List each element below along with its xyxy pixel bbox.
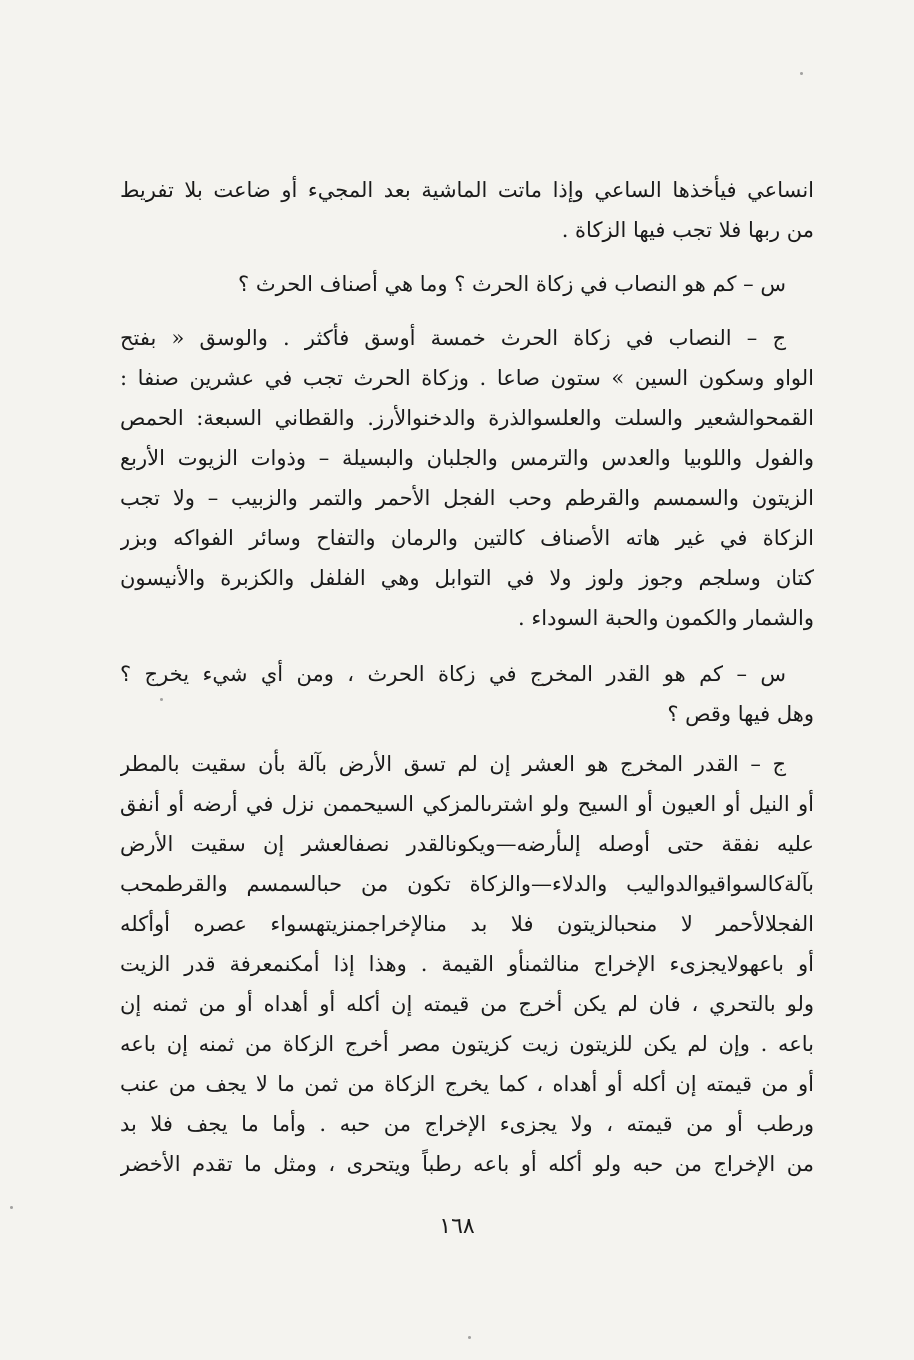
text-line: كتان وسلجم وجوز ولوز ولا في التوابل وهي الفلفل والكزبرة والأنيسون: [120, 566, 814, 590]
text-line: ج – القدر المخرج هو العشر إن لم تسق الأرض بآلة بأن سقيت بالمطر: [120, 752, 786, 776]
text-line: الواو وسكون السين » ستون صاعا . وزكاة الحرث تجب في عشرين صنفا :: [120, 366, 814, 390]
text-line: عليه نفقة حتى أوصله إلىأرضه—ويكونالقدر نصفالعشر إن سقيت الأرض: [120, 832, 814, 856]
scan-speck: [10, 1206, 13, 1209]
text-line: س – كم هو النصاب في زكاة الحرث ؟ وما هي أصناف الحرث ؟: [238, 272, 786, 296]
text-line: ورطب أو من قيمته ، ولا يجزىء الإخراج من حبه . وأما ما يجف فلا بد: [120, 1112, 814, 1136]
scan-speck: [160, 698, 163, 701]
text-line: ولو بالتحري ، فان لم يكن أخرج من قيمته إن أكله أو أهداه أو من ثمنه إن: [120, 992, 814, 1016]
text-line: والفول واللوبيا والعدس والترمس والجلبان والبسيلة – وذوات الزيوت الأربع: [120, 446, 814, 470]
scan-speck: [468, 1336, 471, 1339]
page-number: ١٦٨: [439, 1214, 475, 1239]
scan-speck: [800, 72, 803, 75]
text-line: ج – النصاب في زكاة الحرث خمسة أوسق فأكثر . والوسق « بفتح: [120, 326, 786, 350]
text-line: من الإخراج من حبه ولو أكله أو باعه رطباً ويتحرى ، ومثل ما تقدم الأخضر: [120, 1152, 814, 1176]
question-paragraph: [120, 264, 814, 304]
text-line: س – كم هو القدر المخرج في زكاة الحرث ، ومن أي شيء يخرج ؟: [120, 662, 786, 686]
text-line: وهل فيها وقص ؟: [667, 702, 814, 726]
text-line: أو النيل أو العيون أو السيح ولو اشترىالمزكي السيحممن نزل في أرضه أو أنفق: [120, 792, 814, 816]
answer-paragraph: [120, 318, 814, 638]
text-line: أو من قيمته إن أكله أو أهداه ، كما يخرج الزكاة من ثمن ما لا يجف من عنب: [120, 1072, 814, 1096]
question-paragraph: [120, 654, 814, 734]
paragraph-continuation: [120, 170, 814, 250]
text-line: الزيتون والسمسم والقرطم وحب الفجل الأحمر والتمر والزبيب – ولا تجب: [120, 486, 814, 510]
text-line: انساعي فيأخذها الساعي وإذا ماتت الماشية بعد المجيء أو ضاعت بلا تفريط: [120, 178, 814, 202]
text-line: بآلةكالسواقيوالدواليب والدلاء—والزكاة تكون من حبالسمسم والقرطمحب: [120, 872, 814, 896]
text-line: والشمار والكمون والحبة السوداء .: [518, 606, 814, 630]
text-line: القمحوالشعير والسلت والعلسوالذرة والدخنوالأرز. والقطاني السبعة: الحمص: [120, 406, 814, 430]
answer-paragraph: [120, 744, 814, 1184]
text-line: أو باعهولايجزىء الإخراج منالثمنأو القيمة . وهذا إذا أمكنمعرفة قدر الزيت: [120, 952, 814, 976]
text-line: باعه . وإن لم يكن للزيتون زيت كزيتون مصر أخرج الزكاة من ثمنه إن باعه: [120, 1032, 814, 1056]
text-line: الزكاة في غير هاته الأصناف كالتين والرمان والتفاح وسائر الفواكه وبزر: [120, 526, 814, 550]
text-line: الفجلالأحمر لا منحبالزيتون فلا بد منالإخراجمنزيتهسواء عصره أوأكله: [120, 912, 814, 936]
text-line: من ربها فلا تجب فيها الزكاة .: [561, 218, 814, 242]
